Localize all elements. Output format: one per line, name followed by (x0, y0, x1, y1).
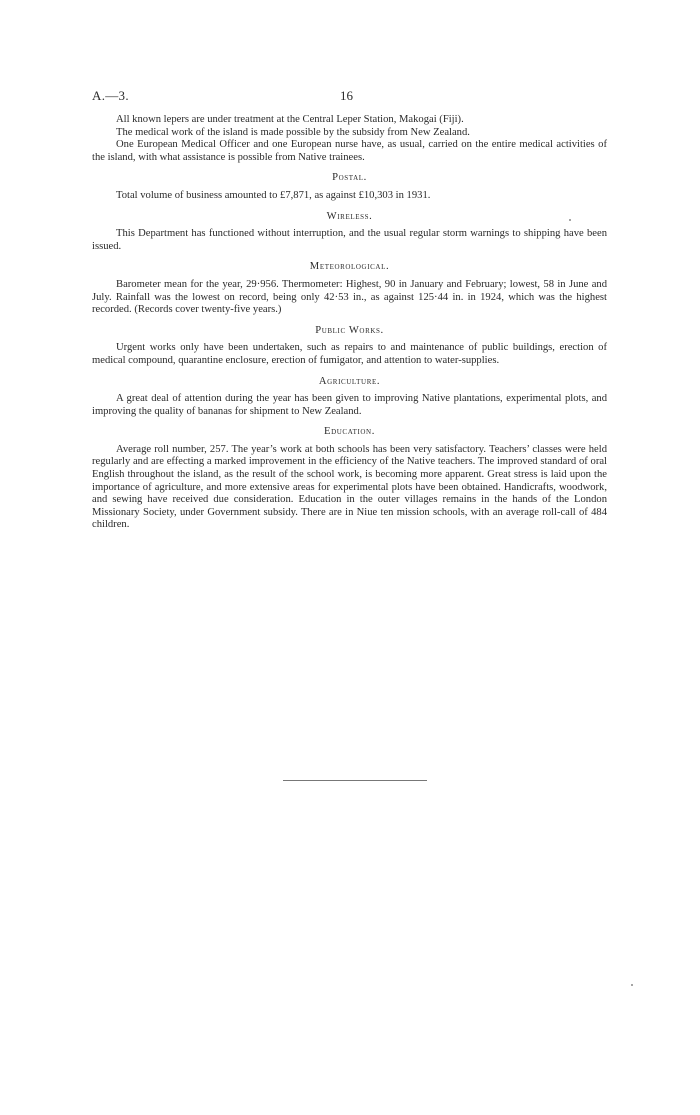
meteorological-heading: Meteorological. (309, 261, 390, 273)
wireless-paragraph: This Department has functioned without interruption, and the usual regular storm warnings to shipping have been issued. (92, 228, 607, 252)
wireless-heading: Wireless. (326, 210, 373, 222)
public-works-heading: Public Works. (315, 324, 384, 336)
page-number: 16 (340, 88, 353, 103)
meteorological-paragraph: Barometer mean for the year, 29·956. Thermometer: Highest, 90 in January and February; lowest, 58 in June and July. Rainfall was the lowest on record, being only 42·53 in., as against 125·44 in. in 1924, which was the highest recorded. (Records cover twenty-five years.) (92, 278, 607, 316)
education-paragraph: Average roll number, 257. The year’s work at both schools has been very satisfactory. Teachers’ classes were held regularly and are effecting a marked improvement in the efficiency of the Native teachers. The improved standard of oral English throughout the island, as the result of the school work, is becoming more apparent. Great stress is laid upon the importance of agriculture, and more extensive areas for experimental plots have been obtained. Handicrafts, woodwork, and sewing have received due consideration. Education in the outer villages remains in the hands of the London Missionary Society, under Government subsidy. There are in Niue ten mission schools, with an average roll-call of 484 children. (92, 443, 607, 531)
end-rule (283, 780, 427, 781)
postal-heading: Postal. (332, 172, 367, 184)
agriculture-heading: Agriculture. (318, 375, 381, 387)
document-body (92, 114, 607, 532)
scan-speck (569, 219, 571, 221)
leper-paragraph: All known lepers are under treatment at the Central Leper Station, Makogai (Fiji). (116, 114, 464, 125)
public-works-paragraph: Urgent works only have been undertaken, such as repairs to and maintenance of public buildings, erection of medical compound, quarantine enclosure, erection of fumigator, and attention to water-supplies. (92, 342, 607, 366)
education-heading: Education. (324, 426, 375, 438)
postal-paragraph: Total volume of business amounted to £7,871, as against £10,303 in 1931. (116, 189, 431, 201)
document-reference: A.—3. (92, 88, 129, 103)
agriculture-paragraph: A great deal of attention during the year has been given to improving Native plantations, experimental plots, and improving the quality of bananas for shipment to New Zealand. (92, 393, 607, 417)
medical-staff-paragraph: One European Medical Officer and one European nurse have, as usual, carried on the entire medical activities of the island, with what assistance is possible from Native trainees. (92, 139, 607, 163)
medical-subsidy-paragraph: The medical work of the island is made possible by the subsidy from New Zealand. (116, 126, 470, 138)
scan-speck (631, 984, 633, 986)
